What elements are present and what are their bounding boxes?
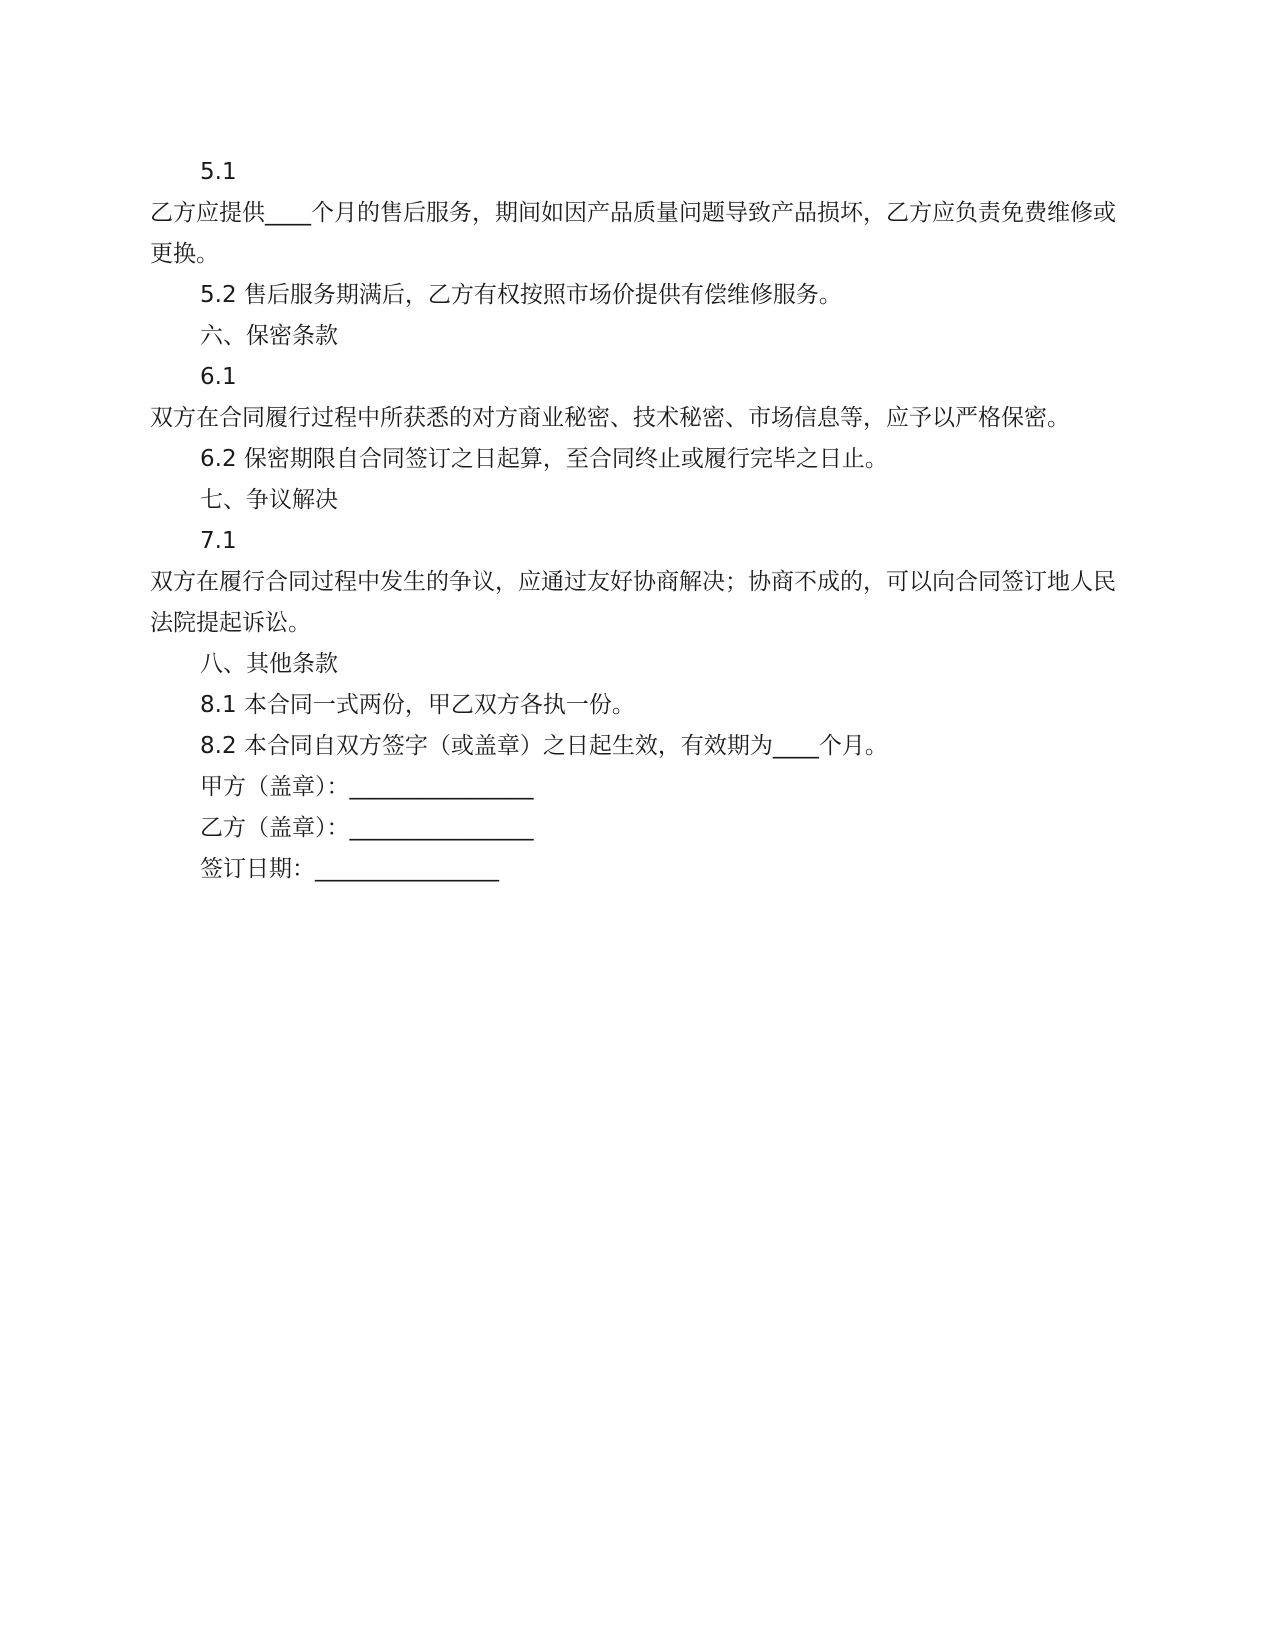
section-8-heading: 八、其他条款 <box>200 651 338 677</box>
party-a-signature: 甲方（盖章）：________________ <box>200 774 534 800</box>
document-body <box>150 152 1135 890</box>
clause-6-1-text: 双方在合同履行过程中所获悉的对方商业秘密、技术秘密、市场信息等，应予以严格保密。 <box>150 405 1070 431</box>
clause-7-1-text: 双方在履行合同过程中发生的争议，应通过友好协商解决；协商不成的，可以向合同签订地人民法院提起诉讼。 <box>150 569 1116 636</box>
clause-5-1-number: 5.1 <box>200 159 237 185</box>
party-b-signature: 乙方（盖章）：________________ <box>200 815 534 841</box>
clause-5-2: 5.2 售后服务期满后，乙方有权按照市场价提供有偿维修服务。 <box>200 282 842 308</box>
clause-6-2: 6.2 保密期限自合同签订之日起算，至合同终止或履行完毕之日止。 <box>200 446 888 472</box>
clause-8-1: 8.1 本合同一式两份，甲乙双方各执一份。 <box>200 692 635 718</box>
sign-date: 签订日期：________________ <box>200 856 499 882</box>
section-7-heading: 七、争议解决 <box>200 487 338 513</box>
clause-8-2: 8.2 本合同自双方签字（或盖章）之日起生效，有效期为____个月。 <box>200 733 888 759</box>
clause-6-1-number: 6.1 <box>200 364 237 390</box>
clause-7-1-number: 7.1 <box>200 528 237 554</box>
section-6-heading: 六、保密条款 <box>200 323 338 349</box>
clause-5-1-text: 乙方应提供____个月的售后服务，期间如因产品质量问题导致产品损坏，乙方应负责免费维修或更换。 <box>150 200 1116 267</box>
